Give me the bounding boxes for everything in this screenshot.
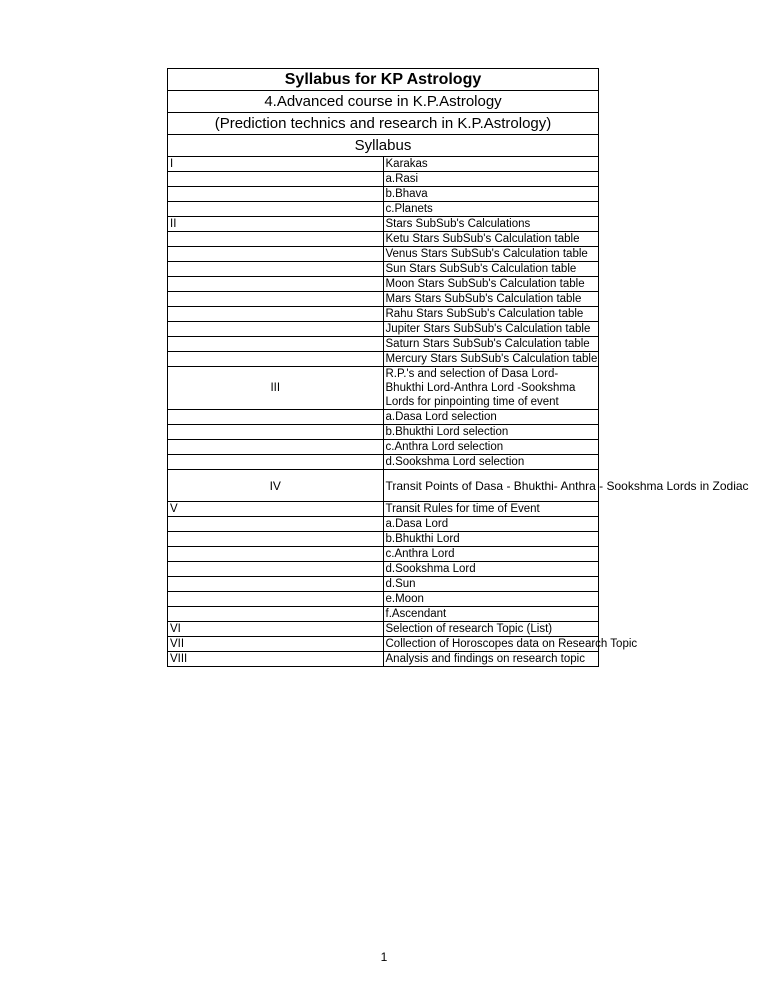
title-row bbox=[168, 69, 599, 91]
row-number bbox=[168, 307, 384, 322]
row-number bbox=[168, 425, 384, 440]
row-number bbox=[168, 517, 384, 532]
row-number bbox=[168, 532, 384, 547]
row-text: b.Bhava bbox=[383, 187, 599, 202]
row-text: Saturn Stars SubSub's Calculation table bbox=[383, 337, 599, 352]
row-text: Karakas bbox=[383, 157, 599, 172]
section-heading: Syllabus bbox=[168, 135, 599, 157]
row-text: a.Dasa Lord selection bbox=[383, 410, 599, 425]
document-title: Syllabus for KP Astrology bbox=[168, 69, 599, 91]
row-text: e.Moon bbox=[383, 592, 599, 607]
row-number: II bbox=[168, 217, 384, 232]
course-heading: 4.Advanced course in K.P.Astrology bbox=[168, 91, 599, 113]
row-text: Transit Rules for time of Event bbox=[383, 502, 599, 517]
table-row bbox=[168, 517, 599, 532]
table-row bbox=[168, 217, 599, 232]
row-number bbox=[168, 547, 384, 562]
row-number bbox=[168, 607, 384, 622]
row-text: f.Ascendant bbox=[383, 607, 599, 622]
row-text: Rahu Stars SubSub's Calculation table bbox=[383, 307, 599, 322]
row-number: IV bbox=[168, 470, 384, 502]
row-text: a.Dasa Lord bbox=[383, 517, 599, 532]
row-text: a.Rasi bbox=[383, 172, 599, 187]
table-row bbox=[168, 232, 599, 247]
row-text: Selection of research Topic (List) bbox=[383, 622, 599, 637]
row-text: Analysis and findings on research topic bbox=[383, 652, 599, 667]
table-row bbox=[168, 577, 599, 592]
row-number bbox=[168, 232, 384, 247]
table-row bbox=[168, 187, 599, 202]
table-row bbox=[168, 622, 599, 637]
table-row bbox=[168, 455, 599, 470]
row-number bbox=[168, 352, 384, 367]
row-text: d.Sun bbox=[383, 577, 599, 592]
table-row bbox=[168, 592, 599, 607]
row-text: Venus Stars SubSub's Calculation table bbox=[383, 247, 599, 262]
row-number bbox=[168, 262, 384, 277]
row-number: VI bbox=[168, 622, 384, 637]
row-text: b.Bhukthi Lord bbox=[383, 532, 599, 547]
row-text: b.Bhukthi Lord selection bbox=[383, 425, 599, 440]
row-number: VIII bbox=[168, 652, 384, 667]
table-row bbox=[168, 425, 599, 440]
table-row bbox=[168, 502, 599, 517]
row-number bbox=[168, 247, 384, 262]
table-row bbox=[168, 172, 599, 187]
subtitle-row bbox=[168, 113, 599, 135]
section-row bbox=[168, 135, 599, 157]
table-row bbox=[168, 277, 599, 292]
row-number bbox=[168, 277, 384, 292]
row-number bbox=[168, 577, 384, 592]
row-number bbox=[168, 202, 384, 217]
table-row bbox=[168, 470, 599, 502]
table-row bbox=[168, 637, 599, 652]
row-number bbox=[168, 322, 384, 337]
table-row bbox=[168, 337, 599, 352]
row-text: Mars Stars SubSub's Calculation table bbox=[383, 292, 599, 307]
table-row bbox=[168, 367, 599, 410]
row-number bbox=[168, 440, 384, 455]
table-row bbox=[168, 547, 599, 562]
row-number bbox=[168, 410, 384, 425]
table-row bbox=[168, 652, 599, 667]
row-text: d.Sookshma Lord bbox=[383, 562, 599, 577]
row-number bbox=[168, 455, 384, 470]
table-row bbox=[168, 262, 599, 277]
page-number: 1 bbox=[380, 950, 388, 964]
row-text: Ketu Stars SubSub's Calculation table bbox=[383, 232, 599, 247]
syllabus-table bbox=[167, 68, 749, 667]
row-text: Stars SubSub's Calculations bbox=[383, 217, 599, 232]
row-number bbox=[168, 562, 384, 577]
table-row bbox=[168, 562, 599, 577]
row-number bbox=[168, 292, 384, 307]
row-text: Jupiter Stars SubSub's Calculation table bbox=[383, 322, 599, 337]
row-text: Transit Points of Dasa - Bhukthi- Anthra - Sookshma Lords in Zodiac bbox=[383, 470, 599, 502]
row-number bbox=[168, 187, 384, 202]
row-text: Sun Stars SubSub's Calculation table bbox=[383, 262, 599, 277]
row-text: d.Sookshma Lord selection bbox=[383, 455, 599, 470]
row-text: Mercury Stars SubSub's Calculation table bbox=[383, 352, 599, 367]
row-number bbox=[168, 337, 384, 352]
table-row bbox=[168, 532, 599, 547]
row-number bbox=[168, 592, 384, 607]
table-row bbox=[168, 322, 599, 337]
row-number bbox=[168, 172, 384, 187]
row-text: Collection of Horoscopes data on Research Topic bbox=[383, 637, 599, 652]
row-number: III bbox=[168, 367, 384, 410]
row-text: R.P.'s and selection of Dasa Lord-Bhukthi Lord-Anthra Lord -Sookshma Lords for pinpointing time of event bbox=[383, 367, 599, 410]
row-text: c.Anthra Lord bbox=[383, 547, 599, 562]
table-row bbox=[168, 292, 599, 307]
row-text: c.Planets bbox=[383, 202, 599, 217]
row-number: I bbox=[168, 157, 384, 172]
table-row bbox=[168, 307, 599, 322]
table-row bbox=[168, 410, 599, 425]
course-row bbox=[168, 91, 599, 113]
table-row bbox=[168, 157, 599, 172]
table-row bbox=[168, 440, 599, 455]
table-row bbox=[168, 607, 599, 622]
table-row bbox=[168, 247, 599, 262]
table-row bbox=[168, 352, 599, 367]
table-row bbox=[168, 202, 599, 217]
course-subtitle: (Prediction technics and research in K.P.Astrology) bbox=[168, 113, 599, 135]
row-text: c.Anthra Lord selection bbox=[383, 440, 599, 455]
row-number: VII bbox=[168, 637, 384, 652]
row-number: V bbox=[168, 502, 384, 517]
row-text: Moon Stars SubSub's Calculation table bbox=[383, 277, 599, 292]
